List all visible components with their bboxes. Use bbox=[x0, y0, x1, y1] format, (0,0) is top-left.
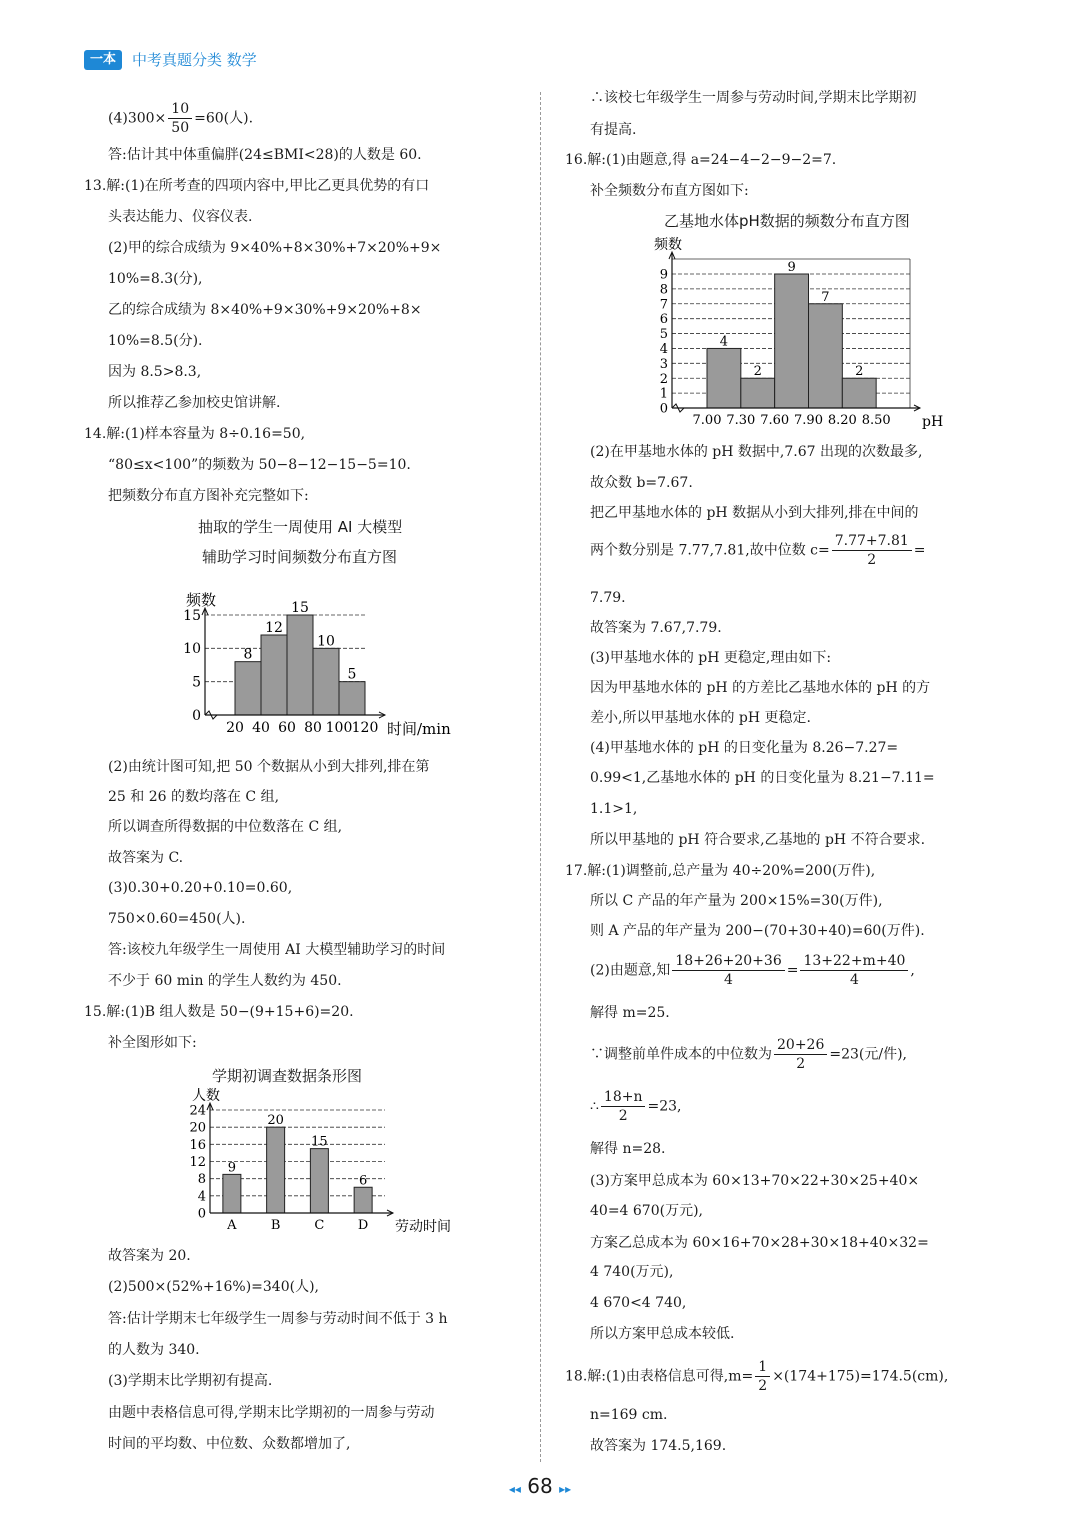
x-tick-label: 8.20 bbox=[827, 413, 857, 428]
answer-line: (3)甲基地水体的 pH 更稳定,理由如下: bbox=[590, 650, 832, 666]
answer-line: ∴该校七年级学生一周参与劳动时间,学期末比学期初 bbox=[590, 90, 917, 106]
x-tick-label: 120 bbox=[351, 720, 379, 736]
answer-line: 头表达能力、仪容仪表. bbox=[108, 209, 253, 225]
bar bbox=[310, 1149, 328, 1213]
answer-line: 答:估计其中体重偏胖(24≤BMI<28)的人数是 60. bbox=[108, 147, 422, 163]
y-tick-label: 0 bbox=[659, 401, 668, 417]
x-tick-label: C bbox=[314, 1218, 325, 1233]
fraction: $\frac{13+22+m+40}{4}$ bbox=[800, 952, 908, 989]
answer-line: 故答案为 C. bbox=[108, 850, 184, 866]
answer-line: 答:该校九年级学生一周使用 AI 大模型辅助学习的时间 bbox=[108, 942, 446, 958]
bar bbox=[313, 648, 339, 715]
answer-line: 由题中表格信息可得,学期末比学期初的一周参与劳动 bbox=[108, 1405, 435, 1421]
answer-line: 所以方案甲总成本较低. bbox=[590, 1326, 735, 1342]
answer-line: 故答案为 174.5,169. bbox=[590, 1438, 727, 1454]
x-axis-title: pH bbox=[922, 414, 944, 430]
y-tick-label: 16 bbox=[189, 1137, 206, 1153]
answer-line: 故众数 b=7.67. bbox=[590, 475, 693, 491]
answer-line: (2)500×(52%+16%)=340(人), bbox=[108, 1279, 319, 1295]
answer-line: 14.解:(1)样本容量为 8÷0.16=50, bbox=[84, 426, 306, 442]
x-tick-label: 8.50 bbox=[861, 413, 891, 428]
y-axis-title: 频数 bbox=[185, 591, 217, 609]
bar-value-label: 7 bbox=[821, 289, 830, 305]
answer-line: (2)甲的综合成绩为 9×40%+8×30%+7×20%+9× bbox=[108, 240, 442, 256]
bar-value-label: 12 bbox=[265, 620, 283, 636]
x-tick-label: 40 bbox=[252, 720, 270, 736]
answer-line: 16.解:(1)由题意,得 a=24−4−2−9−2=7. bbox=[565, 152, 837, 168]
x-axis-title: 劳动时间 bbox=[395, 1219, 451, 1235]
chart-title: 辅助学习时间频数分布直方图 bbox=[202, 548, 398, 566]
answer-line: 4 740(万元), bbox=[590, 1264, 674, 1280]
y-tick-label: 20 bbox=[189, 1120, 206, 1136]
answer-line: (3)0.30+0.20+0.10=0.60, bbox=[108, 880, 293, 896]
answer-line: 补全图形如下: bbox=[108, 1035, 197, 1051]
y-axis-title: 人数 bbox=[192, 1088, 220, 1104]
y-tick-label: 8 bbox=[197, 1172, 206, 1188]
bar-value-label: 2 bbox=[855, 364, 864, 380]
column-divider bbox=[540, 92, 541, 1462]
answer-line: 解得 n=28. bbox=[590, 1141, 666, 1157]
bar-value-label: 2 bbox=[753, 364, 762, 380]
fraction: $\frac{18+n}{2}$ bbox=[601, 1088, 646, 1125]
answer-line: 7.79. bbox=[590, 590, 626, 606]
answer-line: (2)在甲基地水体的 pH 数据中,7.67 出现的次数最多, bbox=[590, 444, 923, 460]
series-logo-badge: 一本 bbox=[84, 50, 122, 70]
answer-line: 时间的平均数、中位数、众数都增加了, bbox=[108, 1436, 351, 1452]
answer-line: 1.1>1, bbox=[590, 801, 638, 817]
y-tick-label: 15 bbox=[183, 607, 201, 624]
answer-line: 所以 C 产品的年产量为 200×15%=30(万件), bbox=[590, 893, 883, 909]
answer-line: 所以甲基地的 pH 符合要求,乙基地的 pH 不符合要求. bbox=[590, 832, 926, 848]
y-tick-label: 0 bbox=[197, 1206, 206, 1222]
answer-line: “80≤x<100”的频数为 50−8−12−15−5=10. bbox=[108, 457, 411, 473]
answer-line: 则 A 产品的年产量为 200−(70+30+40)=60(万件). bbox=[590, 923, 925, 939]
y-tick-label: 4 bbox=[197, 1189, 206, 1205]
bar-value-label: 10 bbox=[317, 633, 335, 650]
answer-line: 所以调查所得数据的中位数落在 C 组, bbox=[108, 819, 343, 835]
answer-line: 18.解:(1)由表格信息可得,m= $\frac{1}{2}$ ×(174+175)=174.5(cm), bbox=[565, 1359, 949, 1394]
answer-line: (3)学期末比学期初有提高. bbox=[108, 1373, 273, 1389]
bar-value-label: 20 bbox=[267, 1113, 284, 1129]
page-header-title: 中考真题分类 数学 bbox=[132, 51, 257, 69]
answer-line: 13.解:(1)在所考查的四项内容中,甲比乙更具优势的有口 bbox=[84, 178, 430, 194]
answer-line: 0.99<1,乙基地水体的 pH 的日变化量为 8.21−7.11= bbox=[590, 770, 935, 786]
chart-title: 抽取的学生一周使用 AI 大模型 bbox=[198, 518, 403, 536]
x-tick-label: 7.30 bbox=[726, 413, 756, 428]
answer-line: 方案乙总成本为 60×16+70×28+30×18+40×32= bbox=[590, 1235, 929, 1251]
fraction: $\frac{18+26+20+36}{4}$ bbox=[672, 952, 784, 989]
x-tick-label: D bbox=[357, 1218, 369, 1233]
bar-value-label: 9 bbox=[787, 260, 796, 275]
y-tick-label: 2 bbox=[659, 371, 668, 387]
page-number-value: 68 bbox=[527, 1474, 553, 1498]
answer-line: 因为甲基地水体的 pH 的方差比乙基地水体的 pH 的方 bbox=[590, 680, 931, 696]
histogram-ph-base-b bbox=[630, 228, 960, 433]
x-tick-label: 7.00 bbox=[692, 413, 722, 428]
bar-value-label: 9 bbox=[227, 1160, 237, 1176]
y-tick-label: 3 bbox=[659, 356, 668, 372]
answer-line: (3)方案甲总成本为 60×13+70×22+30×25+40× bbox=[590, 1173, 920, 1189]
answer-line: 故答案为 20. bbox=[108, 1248, 191, 1264]
bar bbox=[267, 1127, 285, 1213]
x-tick-label: 20 bbox=[226, 720, 244, 736]
bar-value-label: 8 bbox=[243, 646, 253, 663]
page-number bbox=[0, 1474, 1080, 1498]
answer-line: 15.解:(1)B 组人数是 50−(9+15+6)=20. bbox=[84, 1004, 354, 1020]
x-tick-label: 7.90 bbox=[794, 413, 823, 428]
bar bbox=[775, 274, 809, 408]
fraction: $\frac{1}{2}$ bbox=[755, 1358, 770, 1395]
answer-line: 的人数为 340. bbox=[108, 1342, 200, 1358]
answer-line: 不少于 60 min 的学生人数约为 450. bbox=[108, 973, 342, 989]
x-tick-label: A bbox=[227, 1218, 237, 1233]
answer-line: 两个数分别是 7.77,7.81,故中位数 c= $\frac{7.77+7.81}{2}$ = bbox=[590, 533, 926, 568]
y-axis-title: 频数 bbox=[654, 237, 682, 253]
y-tick-label: 6 bbox=[659, 312, 668, 328]
bar bbox=[261, 635, 287, 715]
bar bbox=[707, 348, 741, 408]
x-tick-label: 7.60 bbox=[760, 413, 790, 428]
answer-line: 10%=8.5(分). bbox=[108, 333, 203, 349]
answer-line: 所以推荐乙参加校史馆讲解. bbox=[108, 395, 281, 411]
y-tick-label: 8 bbox=[659, 282, 668, 298]
bar-value-label: 15 bbox=[311, 1134, 328, 1150]
y-tick-label: 5 bbox=[192, 674, 201, 691]
bar bbox=[235, 662, 261, 715]
answer-line: n=169 cm. bbox=[590, 1407, 668, 1423]
x-tick-label: B bbox=[270, 1218, 281, 1233]
answer-line: 40=4 670(万元), bbox=[590, 1203, 703, 1219]
bar-value-label: 4 bbox=[719, 334, 729, 350]
answer-line: (2)由统计图可知,把 50 个数据从小到大排列,排在第 bbox=[108, 759, 430, 775]
answer-line: 补全频数分布直方图如下: bbox=[590, 183, 749, 199]
answer-line: 25 和 26 的数均落在 C 组, bbox=[108, 789, 280, 805]
fraction: $\frac{7.77+7.81}{2}$ bbox=[832, 532, 912, 569]
x-tick-label: 100 bbox=[325, 720, 353, 736]
bar bbox=[287, 615, 313, 715]
answer-line: ∴ $\frac{18+n}{2}$ =23, bbox=[590, 1089, 682, 1124]
answer-line: 17.解:(1)调整前,总产量为 40÷20%=200(万件), bbox=[565, 863, 876, 879]
bar bbox=[741, 378, 775, 408]
bar bbox=[354, 1187, 372, 1213]
chart-title: 乙基地水体pH数据的频数分布直方图 bbox=[664, 212, 910, 230]
answer-line: 解得 m=25. bbox=[590, 1005, 670, 1021]
answer-line: (4)300× $\frac{10}{50}$ =60(人). bbox=[108, 101, 254, 136]
answer-line: 750×0.60=450(人). bbox=[108, 911, 246, 927]
answer-line: 有提高. bbox=[590, 122, 637, 138]
answer-line: 把频数分布直方图补充完整如下: bbox=[108, 488, 309, 504]
histogram-ai-study-time bbox=[160, 585, 460, 745]
y-tick-label: 7 bbox=[659, 297, 668, 313]
bar-value-label: 15 bbox=[291, 600, 309, 616]
bar bbox=[842, 378, 876, 408]
bar-value-label: 6 bbox=[358, 1173, 368, 1189]
y-tick-label: 12 bbox=[189, 1155, 206, 1171]
x-tick-label: 80 bbox=[304, 720, 322, 736]
x-tick-label: 60 bbox=[278, 720, 296, 736]
answer-line: (4)甲基地水体的 pH 的日变化量为 8.26−7.27= bbox=[590, 740, 899, 756]
bar bbox=[809, 304, 843, 408]
answer-line: 把乙甲基地水体的 pH 数据从小到大排列,排在中间的 bbox=[590, 505, 919, 521]
y-tick-label: 10 bbox=[183, 641, 201, 658]
answer-line: 因为 8.5>8.3, bbox=[108, 364, 202, 380]
answer-line: 差小,所以甲基地水体的 pH 更稳定. bbox=[590, 710, 811, 726]
answer-line: 乙的综合成绩为 8×40%+9×30%+9×20%+8× bbox=[108, 302, 422, 318]
bar bbox=[223, 1174, 241, 1213]
x-axis-title: 时间/min bbox=[387, 720, 451, 738]
bar-chart-labor-time bbox=[165, 1080, 465, 1240]
y-tick-label: 5 bbox=[659, 327, 668, 343]
y-tick-label: 1 bbox=[659, 386, 668, 402]
answer-line: 故答案为 7.67,7.79. bbox=[590, 620, 722, 636]
answer-line: 4 670<4 740, bbox=[590, 1295, 687, 1311]
fraction: $\frac{20+26}{2}$ bbox=[774, 1036, 827, 1073]
chart-title: 学期初调查数据条形图 bbox=[212, 1067, 363, 1085]
y-tick-label: 24 bbox=[189, 1103, 206, 1119]
fraction: $\frac{10}{50}$ bbox=[168, 100, 192, 137]
y-tick-label: 0 bbox=[192, 707, 201, 724]
answer-line: ∵调整前单件成本的中位数为 $\frac{20+26}{2}$ =23(元/件), bbox=[590, 1037, 907, 1072]
bar-value-label: 5 bbox=[347, 666, 357, 683]
y-tick-label: 9 bbox=[659, 267, 668, 283]
answer-line: 答:估计学期末七年级学生一周参与劳动时间不低于 3 h bbox=[108, 1311, 448, 1327]
answer-line: (2)由题意,知 $\frac{18+26+20+36}{4}$ = $\frac{13+22+m+40}{4}$ , bbox=[590, 953, 915, 988]
prev-arrow-icon: ◂◂ bbox=[508, 1482, 521, 1496]
y-tick-label: 4 bbox=[659, 341, 668, 357]
answer-line: 10%=8.3(分), bbox=[108, 271, 203, 287]
next-arrow-icon: ▸▸ bbox=[559, 1482, 572, 1496]
bar bbox=[339, 682, 365, 715]
